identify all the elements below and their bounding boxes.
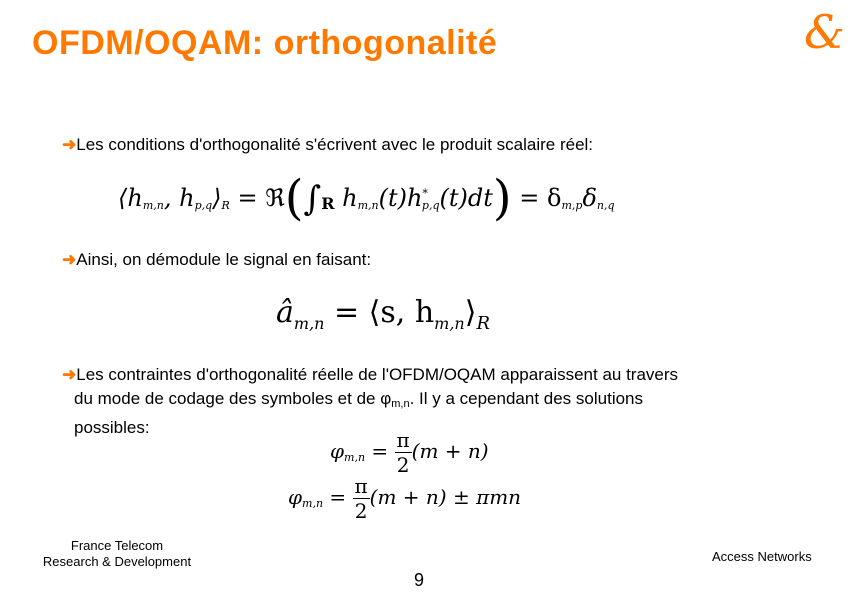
bullet-demodulation	[62, 248, 371, 272]
eq1-mid: , h	[163, 184, 195, 212]
footer-organization	[32, 538, 202, 570]
eq1-lhs: ⟨h	[118, 184, 143, 212]
eq1-sub: p,q	[421, 199, 440, 212]
eq1-paren: )	[492, 170, 512, 226]
footer-org-line: Research & Development	[42, 554, 192, 569]
phi-symbol: φ	[380, 389, 392, 408]
eq4-rhs: (m + n) ± πmn	[369, 485, 522, 509]
eq2-lhs: â	[276, 295, 294, 330]
fraction-denominator: 2	[396, 453, 410, 477]
bullet-text: du mode de codage des symboles et de	[74, 389, 381, 408]
eq1-sub: m,p	[561, 199, 583, 212]
eq2-sub: m,n	[293, 314, 325, 333]
phi-subscript: m,n	[391, 398, 410, 410]
eq2-rhs: = ⟨s, h	[324, 295, 435, 330]
eq1-body: h	[334, 184, 358, 212]
eq3-sub: m,n	[344, 451, 366, 464]
eq1-sub: m,n	[142, 199, 164, 212]
integral-symbol: ∫	[303, 179, 322, 219]
bullet-text: Ainsi, on démodule le signal en faisant:	[76, 250, 372, 269]
footer-org-line: France Telecom	[70, 538, 164, 553]
eq1-body: (t)dt	[439, 184, 493, 212]
fraction-numerator: π	[354, 474, 368, 498]
bullet-text: Les contraintes d'orthogonalité réelle de l'OFDM/OQAM apparaissent au travers	[76, 365, 679, 384]
eq1-sub: R	[221, 199, 230, 212]
eq1-sub: m,n	[357, 199, 379, 212]
eq3-rhs: (m + n)	[411, 439, 489, 463]
arrow-right-icon: ➜	[62, 365, 77, 384]
footer-department: Access Networks	[712, 549, 812, 564]
equation-scalar-product	[118, 170, 615, 226]
bullet-text-continued	[62, 387, 822, 416]
eq1-sub: p,q	[194, 199, 213, 212]
eq1-sub: R	[321, 194, 335, 213]
bullet-text: . Il y a cependant des solutions	[409, 389, 644, 408]
page-number: 9	[414, 570, 425, 590]
eq2-sub: m,n	[434, 314, 465, 333]
fraction-pi-over-2	[395, 428, 412, 477]
eq4-lhs: φ	[288, 485, 303, 509]
fraction-pi-over-2	[353, 474, 370, 523]
equation-phase-solution-2	[288, 474, 521, 523]
slide-title: OFDM/OQAM: orthogonalité	[32, 24, 498, 62]
eq3-eq: =	[365, 439, 395, 463]
france-telecom-logo	[800, 8, 846, 56]
eq1-sub: n,q	[596, 199, 615, 212]
equation-phase-solution-1	[330, 428, 489, 477]
bullet-text-continued: possibles:	[74, 418, 150, 437]
eq2-close: ⟩	[464, 295, 477, 330]
eq2-sub: R	[476, 313, 490, 334]
fraction-denominator: 2	[354, 499, 368, 523]
eq1-close: ⟩	[212, 184, 222, 212]
eq1-rhs: δ	[582, 184, 597, 212]
eq3-lhs: φ	[330, 439, 345, 463]
equation-demodulation	[276, 295, 490, 334]
arrow-right-icon: ➜	[62, 250, 77, 269]
eq4-eq: =	[323, 485, 353, 509]
eq1-rhs: = δ	[511, 184, 562, 212]
arrow-right-icon: ➜	[62, 135, 77, 154]
fraction-numerator: π	[396, 428, 410, 452]
eq1-body: (t)h	[378, 184, 423, 212]
eq1-paren: (	[284, 170, 304, 226]
bullet-orthogonality-conditions	[62, 133, 593, 157]
eq1-eq: = ℜ	[229, 184, 285, 212]
eq1-sup: *	[422, 187, 428, 200]
eq4-sub: m,n	[302, 497, 324, 510]
svg-text:&: &	[804, 8, 845, 56]
bullet-text: Les conditions d'orthogonalité s'écrivent avec le produit scalaire réel:	[76, 135, 594, 154]
